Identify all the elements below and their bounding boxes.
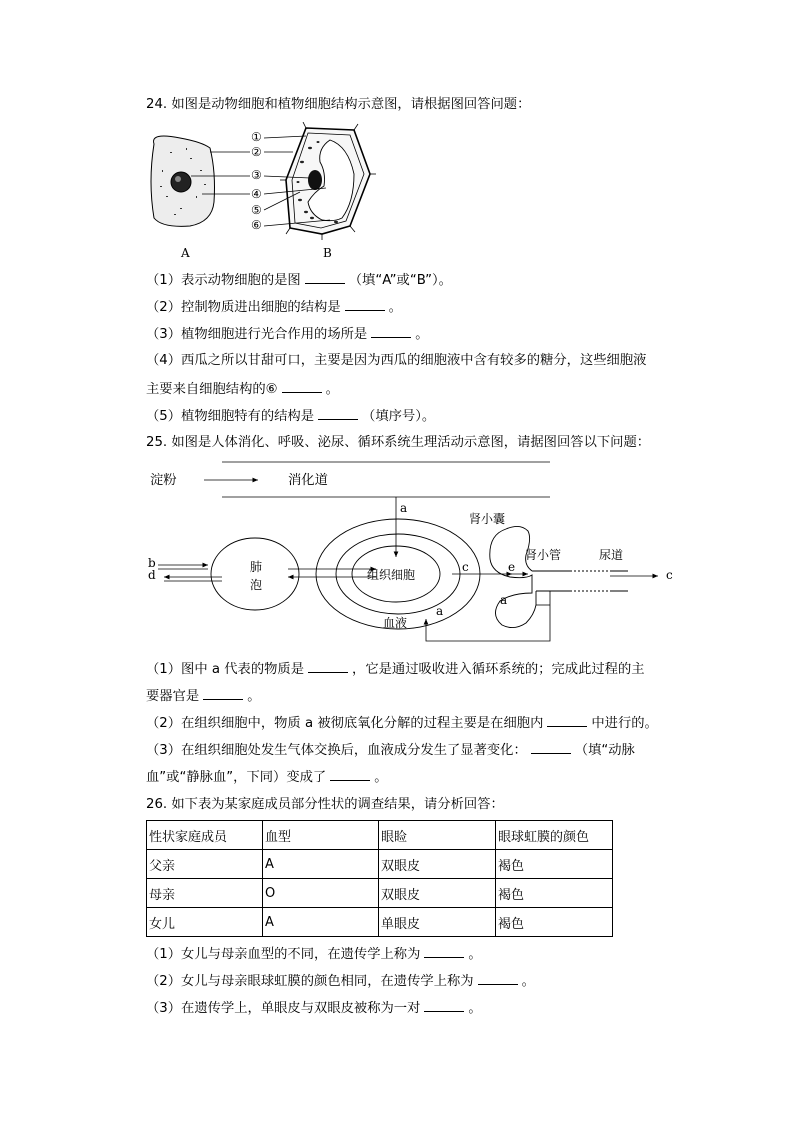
- table-row: [147, 879, 613, 908]
- header-cell: 血型: [263, 821, 379, 850]
- answer-blank[interactable]: [531, 741, 571, 754]
- q25-item-2: （2）在组织细胞中，物质 a 被彻底氧化分解的过程主要是在细胞内 中进行的。: [146, 716, 658, 731]
- header-cell: 眼睑: [379, 821, 496, 850]
- q25-item-1: （1）图中 a 代表的物质是 ，它是通过吸收进入循环系统的；完成此过程的主: [146, 662, 645, 677]
- cell-label-5: ⑤: [251, 203, 262, 217]
- renal-tubule-label: 肾小管: [525, 548, 562, 562]
- q25-stem: 25. 如图是人体消化、呼吸、泌尿、循环系统生理活动示意图，请据图回答以下问题：: [146, 435, 651, 450]
- c-right-label: c: [666, 568, 673, 582]
- digestive-tract-label: 消化道: [288, 473, 328, 488]
- cell-label-2: ②: [251, 145, 262, 159]
- alveolus-label-1: 肺: [250, 560, 263, 574]
- alveolus-label-2: 泡: [250, 578, 263, 592]
- q26-item-3: （3）在遗传学上，单眼皮与双眼皮被称为一对 。: [146, 1001, 482, 1016]
- renal-capsule-label: 肾小囊: [469, 512, 506, 526]
- q24-item-3: （3）植物细胞进行光合作用的场所是 。: [146, 327, 429, 342]
- q24-item-5: （5）植物细胞特有的结构是 （填序号）。: [146, 409, 436, 424]
- table-cell: 褐色: [496, 908, 613, 937]
- q24-item-1: （1）表示动物细胞的是图 （填“A”或“B”）。: [146, 273, 452, 288]
- answer-blank[interactable]: [305, 271, 345, 284]
- answer-blank[interactable]: [308, 660, 348, 673]
- cell-label-3: ③: [251, 168, 262, 182]
- answer-blank[interactable]: [424, 945, 464, 958]
- header-cell: 性状家庭成员: [147, 821, 263, 850]
- answer-blank[interactable]: [478, 972, 518, 985]
- q26-item-2: （2）女儿与母亲眼球虹膜的颜色相同，在遗传学上称为 。: [146, 974, 535, 989]
- table-cell: A: [263, 850, 379, 879]
- e-label: e: [508, 560, 516, 574]
- starch-label: 淀粉: [150, 473, 177, 488]
- cell-a-label: A: [181, 246, 190, 260]
- answer-blank[interactable]: [424, 999, 464, 1012]
- q24-item-2: （2）控制物质进出细胞的结构是 。: [146, 300, 402, 315]
- table-cell: 父亲: [147, 850, 263, 879]
- a-low-label: a: [436, 604, 444, 618]
- table-cell: 女儿: [147, 908, 263, 937]
- table-row: [147, 850, 613, 879]
- table-cell: 双眼皮: [379, 879, 496, 908]
- answer-blank[interactable]: [203, 687, 243, 700]
- table-cell: O: [263, 879, 379, 908]
- cell-b-label: B: [323, 246, 332, 260]
- cell-label-6: ⑥: [251, 218, 262, 232]
- answer-blank[interactable]: [345, 298, 385, 311]
- q25-item-3: （3）在组织细胞处发生气体交换后，血液成分发生了显著变化： （填“动脉: [146, 743, 635, 758]
- plant-nucleus: [308, 170, 322, 190]
- cell-label-1: ①: [251, 130, 262, 144]
- b-label: b: [148, 556, 156, 570]
- q26-stem: 26. 如下表为某家庭成员部分性状的调查结果，请分析回答：: [146, 797, 504, 812]
- answer-blank[interactable]: [330, 768, 370, 781]
- table-cell: 褐色: [496, 850, 613, 879]
- q24-item-4-line1: （4）西瓜之所以甘甜可口，主要是因为西瓜的细胞液中含有较多的糖分，这些细胞液: [146, 353, 647, 368]
- header-cell: 眼球虹膜的颜色: [496, 821, 613, 850]
- table-cell: 母亲: [147, 879, 263, 908]
- q25-item-3-line2: 血”或“静脉血”，下同）变成了 。: [146, 770, 388, 785]
- a-top-label: a: [400, 501, 408, 515]
- cell-label-4: ④: [251, 187, 262, 201]
- q26-item-1: （1）女儿与母亲血型的不同，在遗传学上称为 。: [146, 947, 482, 962]
- table-cell: 单眼皮: [379, 908, 496, 937]
- q24-stem: 24. 如图是动物细胞和植物细胞结构示意图，请根据图回答问题：: [146, 97, 531, 112]
- answer-blank[interactable]: [547, 714, 587, 727]
- a-mid-label: a: [500, 593, 508, 607]
- answer-blank[interactable]: [318, 407, 358, 420]
- d-label: d: [148, 568, 156, 582]
- tissue-cell-label: 组织细胞: [367, 568, 416, 582]
- table-cell: 双眼皮: [379, 850, 496, 879]
- urethra-label: 尿道: [599, 548, 624, 562]
- table-cell: 褐色: [496, 879, 613, 908]
- c-left-label: c: [462, 560, 469, 574]
- q24-item-4-line2: 主要来自细胞结构的⑥ 。: [146, 382, 339, 397]
- animal-nucleus: [171, 172, 191, 192]
- answer-blank[interactable]: [371, 325, 411, 338]
- blood-label: 血液: [383, 616, 408, 630]
- q25-item-1-line2: 要器官是 。: [146, 689, 261, 704]
- trait-survey-table: [146, 820, 613, 937]
- table-row: [147, 908, 613, 937]
- answer-blank[interactable]: [282, 380, 322, 393]
- table-header-row: [147, 821, 613, 850]
- table-cell: A: [263, 908, 379, 937]
